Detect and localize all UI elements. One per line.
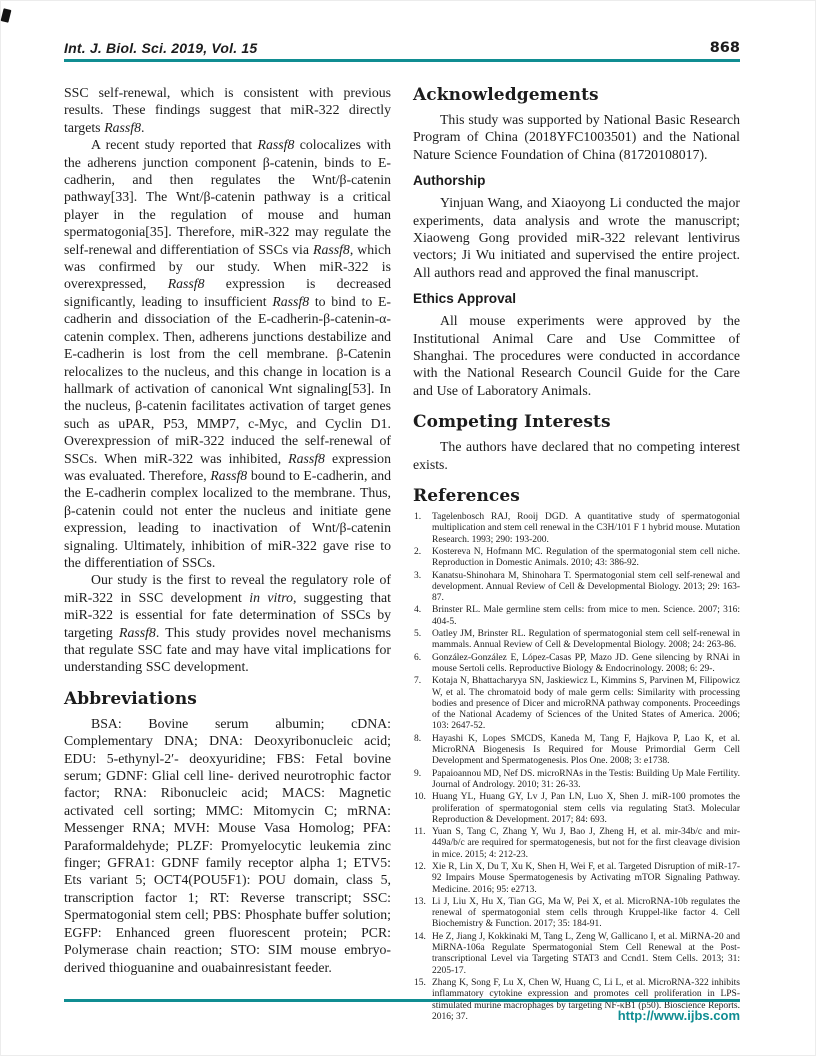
section-heading: References bbox=[413, 486, 520, 507]
reference-number: 2. bbox=[414, 546, 422, 557]
reference-text: Kostereva N, Hofmann MC. Regulation of the spermatogonial stem cell niche. Reproduction in Domestic Animals. 2010; 43: 386-92. bbox=[432, 546, 740, 569]
reference-text: He Z, Jiang J, Kokkinaki M, Tang L, Zeng W, Gallicano I, et al. MiRNA-20 and MiRNA-106a Regulate Spermatogonial Stem Cell Renewal at the Post-transcriptional Level via Targeting STAT3 and Ccnd1. Stem Cells. 2013; 31: 2205-17. bbox=[432, 931, 740, 976]
italic-text-run: Rassf8 bbox=[257, 137, 295, 153]
reference-item bbox=[413, 676, 740, 732]
reference-number: 8. bbox=[414, 733, 422, 744]
text-run: All mouse experiments were approved by the Institutional Animal Care and Use Committee of Shanghai. The procedures were conducted in accordance with the National Research Council Guide for the Care and Use of Laboratory Animals. bbox=[413, 313, 740, 398]
text-run: Yinjuan Wang, and Xiaoyong Li conducted the major experiments, data analysis and wrote the manuscript; Xiaoweng Gong provided miR-322 relevant lentivirus vectors; Ji Wu initiated and supervised the entire project. All authors read and approved the final manuscript. bbox=[413, 195, 740, 280]
italic-text-run: Rassf8 bbox=[167, 276, 205, 292]
reference-number: 4. bbox=[414, 605, 422, 616]
reference-item bbox=[413, 653, 740, 676]
body-paragraph bbox=[413, 312, 740, 399]
reference-number: 3. bbox=[414, 570, 422, 581]
text-run: The authors have declared that no competing interest exists. bbox=[413, 439, 740, 472]
italic-text-run: Rassf8 bbox=[272, 293, 310, 309]
reference-text: Brinster RL. Male germline stem cells: from mice to men. Science. 2007; 316: 404-5. bbox=[432, 605, 740, 627]
text-run: , which was confirmed by our study. When miR-322 is overexpressed, bbox=[64, 241, 391, 292]
body-paragraph bbox=[64, 715, 391, 976]
reference-number: 13. bbox=[414, 896, 426, 907]
right-column bbox=[413, 84, 740, 1024]
reference-text: Papaioannou MD, Nef DS. microRNAs in the Testis: Building Up Male Fertility. Journal of Andrology. 2010; 31: 26-33. bbox=[432, 768, 740, 790]
italic-text-run: Rassf8 bbox=[288, 450, 325, 466]
article-body bbox=[64, 84, 740, 1024]
reference-number: 14. bbox=[414, 931, 426, 942]
page-header bbox=[64, 40, 740, 62]
text-run: bound to E-cadherin, and the E-cadherin complex localized to the membrane. Thus, β-catenin could not enter the nucleus and initiate gene expression, leading to inactivation of Wnt/β-catenin signaling. Ultimately, inhibition of miR-322 gave rise to the differentiation of SSCs. bbox=[64, 467, 391, 570]
body-paragraph bbox=[64, 84, 391, 136]
text-run: . This study provides novel mechanisms that regulate SSC fate and may have vital implications for understanding SSC development. bbox=[64, 624, 391, 675]
text-run: A recent study reported that bbox=[91, 137, 258, 153]
body-paragraph bbox=[413, 194, 740, 281]
text-run: to bind to E-cadherin and dissociation of the E-cadherin-β-catenin-α-catenin complex. Then, adherens junctions destabilize and E-cadherin is lost from the cell membrane. β-Catenin relocalizes to the nucleus, and this change in location is a hallmark of activation of canonical Wnt signaling[53]. In the nucleus, β-catenin facilitates activation of target genes such as uPAR, P53, MMP7, c-Myc, and Cyclin D1. Overexpression of miR-322 induced the self-renewal of SSCs. When miR-322 was inhibited, bbox=[64, 293, 391, 466]
italic-text-run: in vitro bbox=[249, 589, 293, 605]
reference-text: Yuan S, Tang C, Zhang Y, Wu J, Bao J, Zheng H, et al. mir-34b/c and mir-449a/b/c are required for spermatogenesis, but not for the first cleavage division in mice. 2015; 4: 212-23. bbox=[432, 827, 740, 860]
section-heading: Acknowledgements bbox=[413, 85, 599, 105]
reference-list bbox=[413, 512, 740, 1023]
text-run: . bbox=[140, 119, 145, 135]
reference-text: Kotaja N, Bhattacharyya SN, Jaskiewicz L, Kimmins S, Parvinen M, Filipowicz W, et al. The chromatoid body of male germ cells: Similarity with processing bodies and presence of Dicer and microRNA pathway components. Proceedings of the National Academy of Sciences of the United States of America. 2006; 103: 2647-52. bbox=[432, 676, 740, 732]
reference-item bbox=[413, 932, 740, 977]
page-number: 868 bbox=[709, 40, 740, 56]
body-paragraph bbox=[413, 111, 740, 163]
text-run: colocalizes with the adherens junction component β-catenin, binds to E-cadherin, and then regulates the Wnt/β-catenin pathway[33]. The Wnt/β-catenin pathway is a critical player in the regulation of mouse and human spermatogonia[35]. Therefore, miR-322 may regulate the self-renewal and differentiation of SSCs via bbox=[64, 137, 391, 257]
reference-number: 1. bbox=[414, 512, 422, 523]
reference-number: 10. bbox=[414, 792, 426, 803]
reference-number: 5. bbox=[414, 629, 422, 640]
reference-text: Zhang K, Song F, Lu X, Chen W, Huang C, Li L, et al. MicroRNA-322 inhibits inflammatory cytokine expression and promotes cell proliferation in LPS-stimulated murine macrophages by targeting NF-κB1 (p50). Bioscience Reports. 2016; 37. bbox=[432, 977, 740, 1022]
reference-item bbox=[413, 862, 740, 896]
reference-text: Huang YL, Huang GY, Lv J, Pan LN, Luo X, Shen J. miR-100 promotes the proliferation of spermatogonial stem cells via regulating Stat3. Molecular Reproduction & Development. 2017; 84: 693. bbox=[432, 792, 740, 825]
body-paragraph bbox=[64, 571, 391, 675]
reference-item bbox=[413, 547, 740, 570]
text-run: SSC self-renewal, which is consistent with previous results. These findings suggest that miR-322 directly targets bbox=[64, 85, 391, 135]
reference-number: 6. bbox=[414, 652, 422, 663]
reference-number: 9. bbox=[414, 768, 422, 779]
reference-number: 15. bbox=[414, 977, 426, 988]
scan-artifact-mark bbox=[1, 8, 12, 23]
reference-item bbox=[413, 897, 740, 931]
reference-item bbox=[413, 769, 740, 792]
reference-text: Hayashi K, Lopes SMCDS, Kaneda M, Tang F, Hajkova P, Lao K, et al. MicroRNA Biogenesis Is Required for Mouse Primordial Germ Cell Development and Spermatogenesis. Plos One. 2008; 3: e1738. bbox=[432, 733, 740, 767]
page-footer bbox=[64, 999, 740, 1025]
reference-text: Kanatsu-Shinohara M, Shinohara T. Spermatogonial stem cell self-renewal and development. Annual Review of Cell & Developmental Biology. 2013; 29: 163-87. bbox=[432, 570, 740, 604]
text-run: This study was supported by National Basic Research Program of China (2018YFC1003501) and the National Nature Science Foundation of China (81720108017). bbox=[413, 112, 740, 162]
subsection-heading: Ethics Approval bbox=[413, 291, 516, 307]
journal-url-link[interactable]: http://www.ijbs.com bbox=[617, 1008, 740, 1023]
reference-item bbox=[413, 792, 740, 826]
italic-text-run: Rassf8 bbox=[313, 241, 350, 257]
text-run: Our study is the first to reveal the regulatory role of miR-322 in SSC development bbox=[64, 572, 391, 605]
reference-item bbox=[413, 571, 740, 605]
text-run: BSA: Bovine serum albumin; cDNA: Complementary DNA; DNA: Deoxyribonucleic acid; EDU: 5-ethynyl-2′- deoxyuridine; FBS: Fetal bovine serum; GDNF: Glial cell line- derived neurotrophic factor factor; RNA: Ribonucleic acid; MACS: Magnetic activated cell sorting; MMC: Mitomycin C; mRNA: Messenger RNA; MVH: Mouse Vasa Homolog; PFA: Paraformaldehyde; PLZF: Promyelocytic leukemia zinc finger; GFRA1: GDNF family receptor alpha 1; ETV5: Ets variant 5; OCT4(POU5F1): POU domain, class 5, transcription factor 1; RT: Reverse transcript; SSC: Spermatogonial stem cell; PBS: Phosphate buffer solution; EGFP: Enhanced green fluorescent protein; PCR: Polymerase chain reaction; STO: SIM mouse embryo-derived thioguanine and ouabainresistant feeder. bbox=[64, 715, 391, 975]
reference-text: Tagelenbosch RAJ, Rooij DGD. A quantitative study of spermatogonial multiplication and stem cell renewal in the C3H/101 F 1 hybrid mouse. Mutation Research. 1993; 290: 193-200. bbox=[432, 512, 740, 545]
reference-number: 7. bbox=[414, 676, 422, 687]
reference-item bbox=[413, 629, 740, 652]
reference-text: González-González E, López-Casas PP, Mazo JD. Gene silencing by RNAi in mouse Sertoli cells. Reproductive Biology & Endocrinology. 2008; 6: 29-. bbox=[432, 652, 740, 674]
left-column bbox=[64, 84, 391, 1024]
subsection-heading: Authorship bbox=[413, 173, 486, 189]
reference-number: 12. bbox=[414, 862, 426, 872]
body-paragraph bbox=[413, 438, 740, 473]
reference-text: Li J, Liu X, Hu X, Tian GG, Ma W, Pei X, et al. MicroRNA-10b regulates the renewal of spermatogonial stem cells through Kruppel-like factor 4. Cell Biochemistry & Function. 2017; 35: 184-91. bbox=[432, 896, 740, 930]
reference-item bbox=[413, 605, 740, 628]
text-run: , suggesting that miR-322 is essential for fate determination of SSCs by targeting bbox=[64, 589, 391, 640]
reference-item bbox=[413, 827, 740, 861]
italic-text-run: Rassf8 bbox=[210, 467, 248, 483]
reference-text: Oatley JM, Brinster RL. Regulation of spermatogonial stem cell self-renewal in mammals. Annual Review of Cell & Developmental Biology. 2008; 24: 263-86. bbox=[432, 629, 740, 651]
section-heading: Abbreviations bbox=[64, 688, 197, 709]
body-paragraph bbox=[64, 136, 391, 571]
reference-item bbox=[413, 734, 740, 768]
text-run: expression was evaluated. Therefore, bbox=[64, 450, 391, 483]
text-run: expression is decreased significantly, leading to insufficient bbox=[64, 276, 392, 309]
section-heading: Competing Interests bbox=[413, 412, 611, 433]
reference-text: Xie R, Lin X, Du T, Xu K, Shen H, Wei F, et al. Targeted Disruption of miR-17-92 Impairs Mouse Spermatogenesis by Activating mTOR Signaling Pathway. Medicine. 2016; 95: e2713. bbox=[432, 862, 740, 895]
journal-title: Int. J. Biol. Sci. 2019, Vol. 15 bbox=[64, 40, 258, 56]
reference-number: 11. bbox=[414, 827, 426, 838]
italic-text-run: Rassf8 bbox=[104, 119, 141, 135]
italic-text-run: Rassf8 bbox=[119, 624, 156, 640]
reference-item bbox=[413, 512, 740, 546]
